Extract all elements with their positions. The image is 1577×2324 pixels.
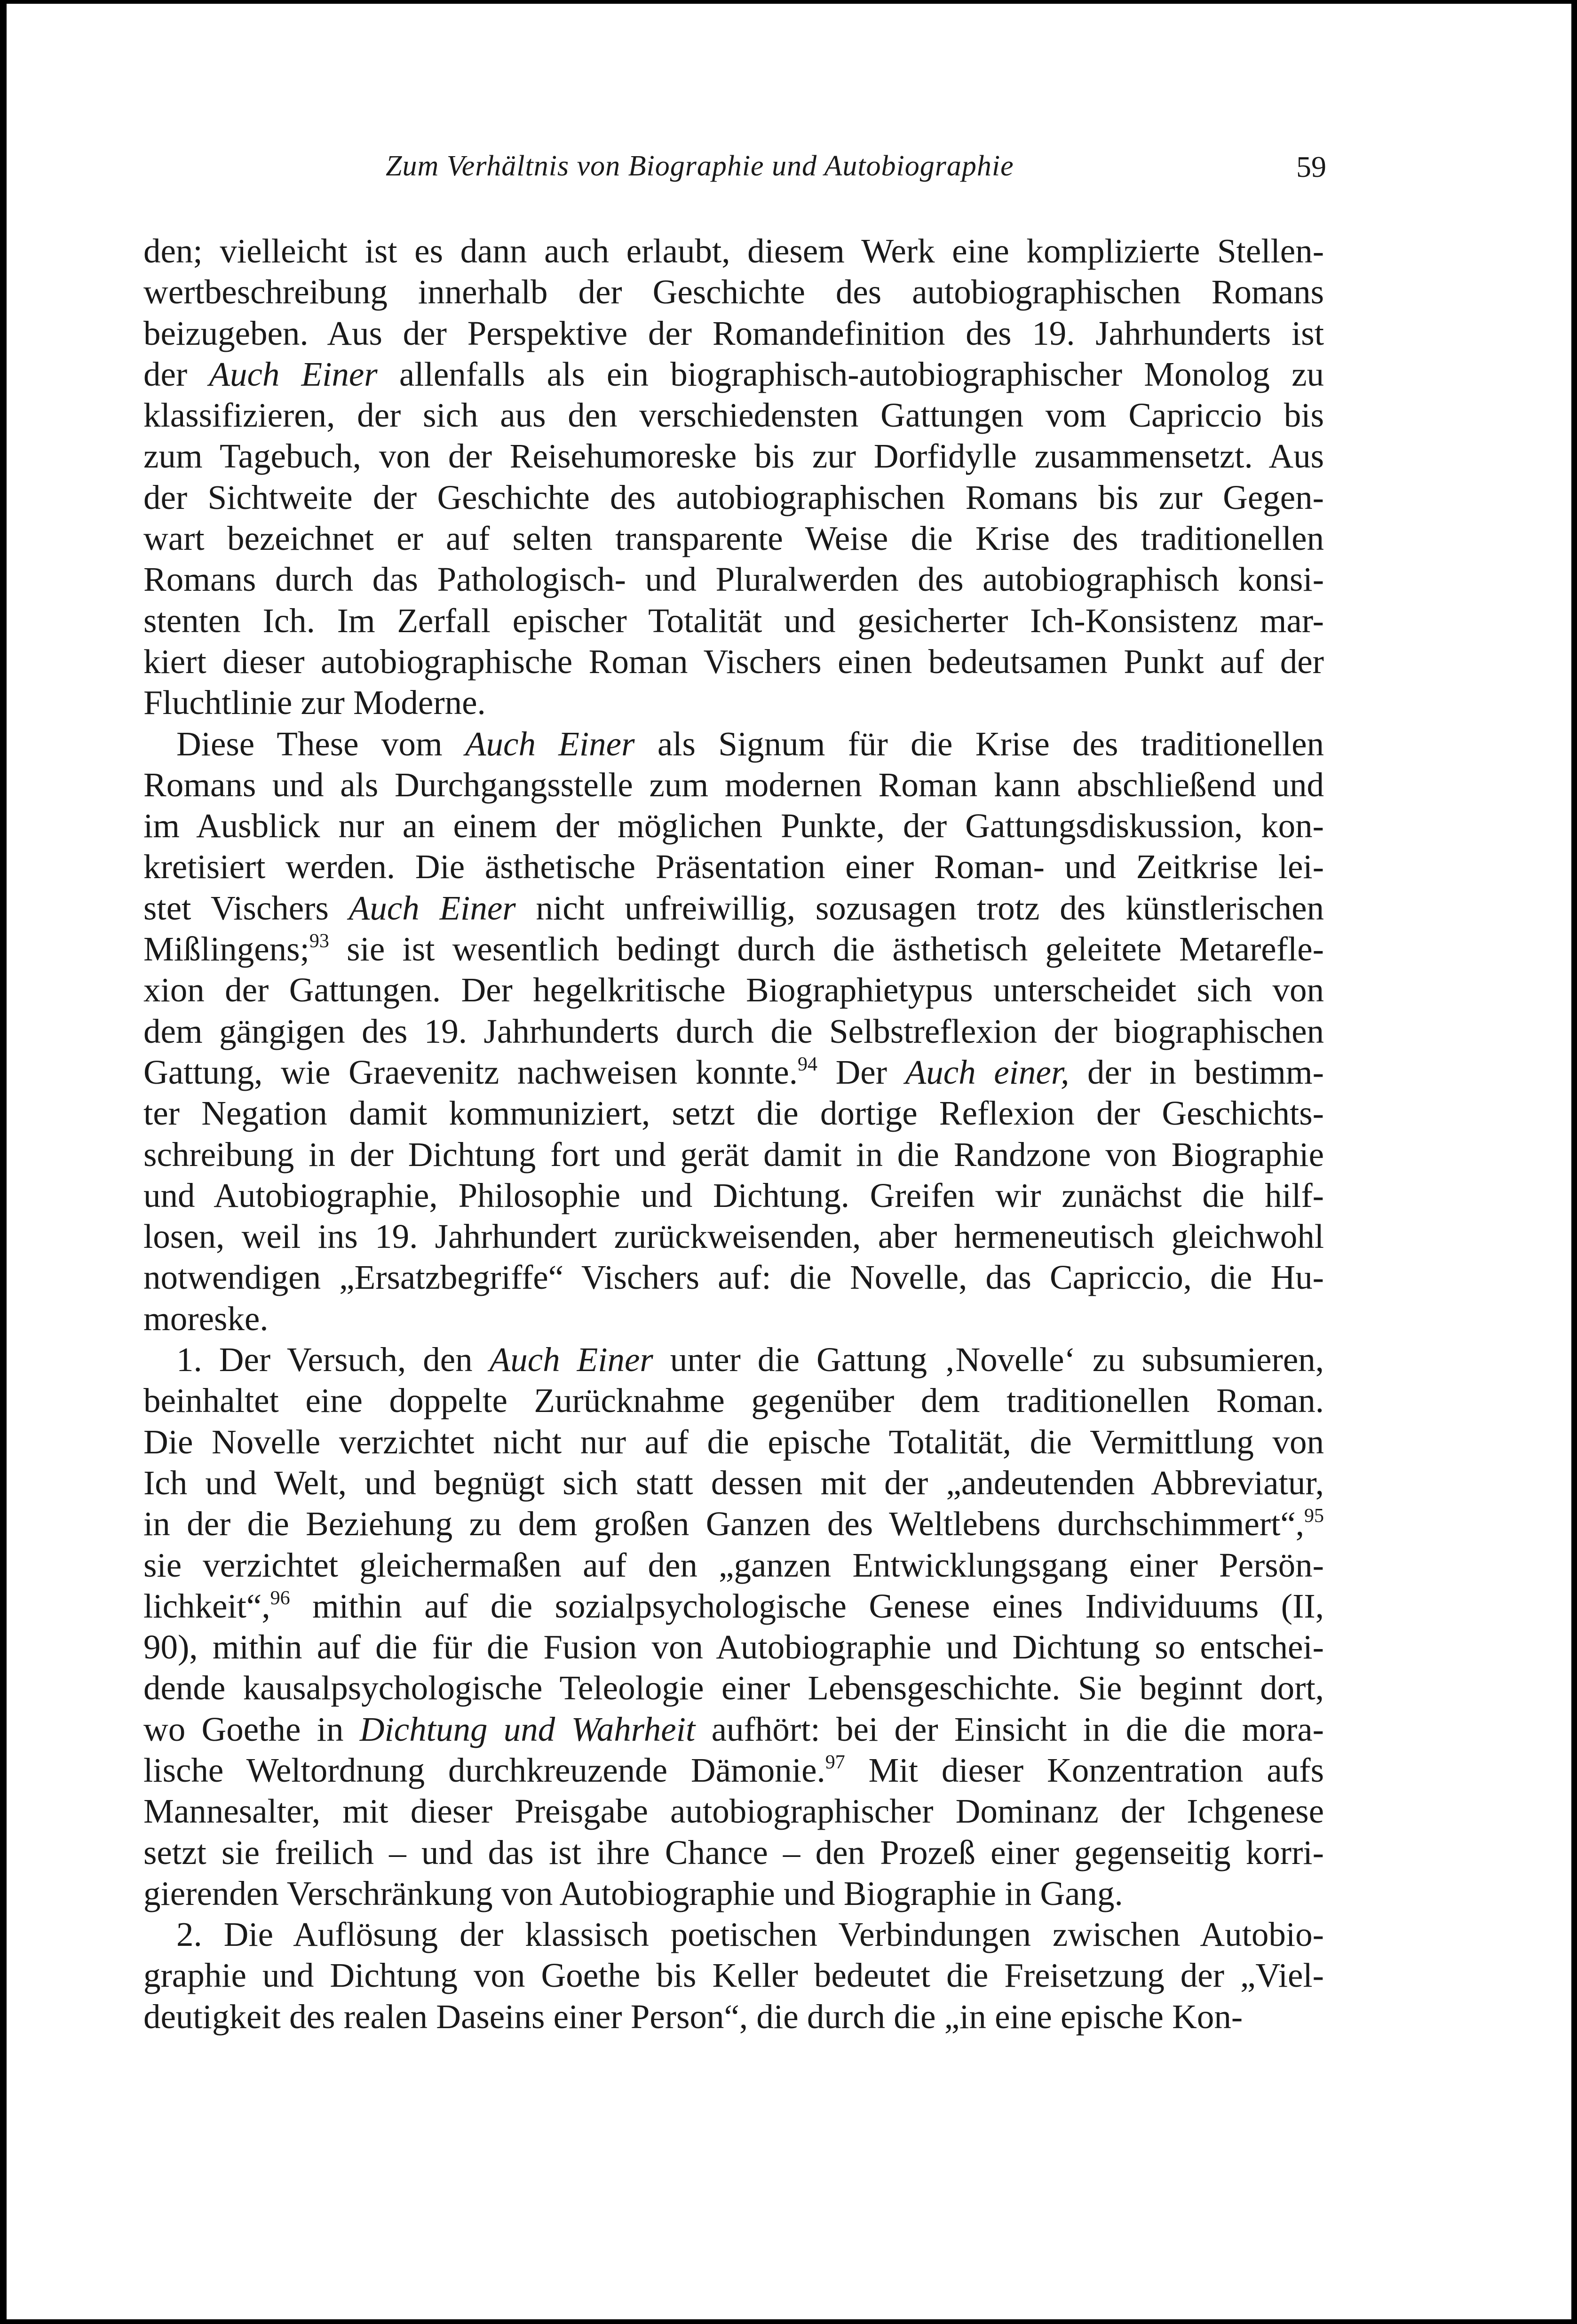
text-line: dende kausalpsychologische Teleologie einer Lebensgeschichte. Sie beginnt dort, [143, 1669, 1324, 1707]
running-head [141, 150, 1326, 192]
text-line: beinhaltet eine doppelte Zurücknahme gegenüber dem traditionellen Roman. [143, 1381, 1324, 1420]
text-line: deutigkeit des realen Daseins einer Person“, die durch die „in eine epische Kon- [143, 1997, 1243, 2036]
text-line: stet Vischers Auch Einer nicht unfreiwillig, sozusagen trotz des künstlerischen [143, 888, 1324, 927]
text-line: kiert dieser autobiographische Roman Vischers einen bedeutsamen Punkt auf der [143, 642, 1324, 681]
footnote-marker: 97 [825, 1751, 845, 1773]
text-line: der Sichtweite der Geschichte des autobiographischen Romans bis zur Gegen- [143, 478, 1324, 516]
footnote-marker: 96 [270, 1587, 290, 1609]
running-title: Zum Verhältnis von Biographie und Autobiographie [386, 150, 1014, 182]
text-line: xion der Gattungen. Der hegelkritische Biographietypus unterscheidet sich von [143, 971, 1324, 1009]
italic-title: Auch einer, [905, 1053, 1070, 1091]
text-line: klassifizieren, der sich aus den verschiedensten Gattungen vom Capriccio bis [143, 396, 1324, 435]
text-line: Ich und Welt, und begnügt sich statt dessen mit der „andeutenden Abbreviatur, [143, 1463, 1324, 1502]
text-line: Mißlingens;$^{93}$ sie ist wesentlich bedingt durch die ästhetisch geleitete Metarefle- [143, 930, 1324, 968]
text-line: notwendigen „Ersatzbegriffe“ Vischers auf: die Novelle, das Capriccio, die Hu- [143, 1258, 1324, 1297]
italic-title: Auch Einer [489, 1340, 653, 1379]
text-line: gierenden Verschränkung von Autobiographie und Biographie in Gang. [143, 1874, 1123, 1912]
text-line: graphie und Dichtung von Goethe bis Keller bedeutet die Freisetzung der „Viel- [143, 1956, 1324, 1995]
text-line: Romans und als Durchgangsstelle zum modernen Roman kann abschließend und [143, 765, 1324, 804]
text-line: Gattung, wie Graevenitz nachweisen konnte.$^{94}$ Der Auch einer, der in bestimm- [143, 1053, 1324, 1091]
text-line: moreske. [143, 1299, 269, 1338]
text-line: wertbeschreibung innerhalb der Geschichte des autobiographischen Romans [143, 273, 1324, 311]
italic-title: Auch Einer [349, 888, 516, 927]
scan-border-right [1571, 0, 1577, 2324]
text-line: stenten Ich. Im Zerfall epischer Totalität und gesicherter Ich-Konsistenz mar- [143, 601, 1324, 640]
text-line: zum Tagebuch, von der Reisehumoreske bis zur Dorfidylle zusammensetzt. Aus [143, 437, 1324, 476]
scan-border-bottom [0, 2319, 1577, 2324]
text-line: sie verzichtet gleichermaßen auf den „ganzen Entwicklungsgang einer Persön- [143, 1546, 1324, 1584]
text-line: kretisiert werden. Die ästhetische Präsentation einer Roman- und Zeitkrise lei- [143, 848, 1324, 886]
text-line: wo Goethe in Dichtung und Wahrheit aufhört: bei der Einsicht in die die mora- [143, 1710, 1324, 1748]
italic-title: Auch Einer [465, 724, 635, 763]
italic-title: Auch Einer [209, 355, 378, 393]
footnote-marker: 95 [1304, 1505, 1324, 1527]
text-line: Fluchtlinie zur Moderne. [143, 683, 486, 722]
text-line: beizugeben. Aus der Perspektive der Romandefinition des 19. Jahrhunderts ist [143, 314, 1324, 352]
footnote-marker: 94 [797, 1053, 817, 1075]
text-line: 2. Die Auflösung der klassisch poetischen Verbindungen zwischen Autobio- [176, 1915, 1324, 1954]
scan-border-top [0, 0, 1577, 4]
text-line: lische Weltordnung durchkreuzende Dämonie.$^{97}$ Mit dieser Konzentration aufs [143, 1751, 1324, 1789]
text-line: schreibung in der Dichtung fort und gerät damit in die Randzone von Biographie [143, 1135, 1324, 1174]
body-text [143, 230, 1324, 2037]
text-line: 90), mithin auf die für die Fusion von Autobiographie und Dichtung so entschei- [143, 1628, 1324, 1666]
footnote-marker: 93 [309, 930, 329, 952]
scan-border-left [0, 0, 7, 2324]
text-line: 1. Der Versuch, den Auch Einer unter die Gattung ‚Novelle‘ zu subsumieren, [176, 1340, 1324, 1379]
text-line: Die Novelle verzichtet nicht nur auf die epische Totalität, die Vermittlung von [143, 1422, 1324, 1461]
text-line: im Ausblick nur an einem der möglichen Punkte, der Gattungsdiskussion, kon- [143, 807, 1324, 845]
italic-title: Dichtung und Wahrheit [359, 1710, 696, 1748]
text-line: Romans durch das Pathologisch- und Pluralwerden des autobiographisch konsi- [143, 560, 1324, 599]
text-line: den; vielleicht ist es dann auch erlaubt, diesem Werk eine komplizierte Stellen- [143, 232, 1324, 270]
text-line: wart bezeichnet er auf selten transparente Weise die Krise des traditionellen [143, 519, 1324, 558]
text-line: ter Negation damit kommuniziert, setzt die dortige Reflexion der Geschichts- [143, 1094, 1324, 1133]
text-line: Diese These vom Auch Einer als Signum für die Krise des traditionellen [176, 724, 1324, 763]
page-number: 59 [1296, 150, 1326, 183]
text-line: lichkeit“,$^{96}$ mithin auf die sozialpsychologische Genese eines Individuums (II, [143, 1586, 1324, 1625]
text-line: setzt sie freilich – und das ist ihre Chance – den Prozeß einer gegenseitig korri- [143, 1833, 1324, 1872]
text-line: dem gängigen des 19. Jahrhunderts durch die Selbstreflexion der biographischen [143, 1012, 1324, 1050]
text-line: losen, weil ins 19. Jahrhundert zurückweisenden, aber hermeneutisch gleichwohl [143, 1217, 1324, 1256]
text-line: in der die Beziehung zu dem großen Ganzen des Weltlebens durchschimmert“,$^{95}$ [143, 1505, 1324, 1543]
text-line: der Auch Einer allenfalls als ein biographisch-autobiographischer Monolog zu [143, 355, 1324, 393]
text-line: Mannesalter, mit dieser Preisgabe autobiographischer Dominanz der Ichgenese [143, 1792, 1324, 1831]
text-line: und Autobiographie, Philosophie und Dichtung. Greifen wir zunächst die hilf- [143, 1176, 1324, 1214]
